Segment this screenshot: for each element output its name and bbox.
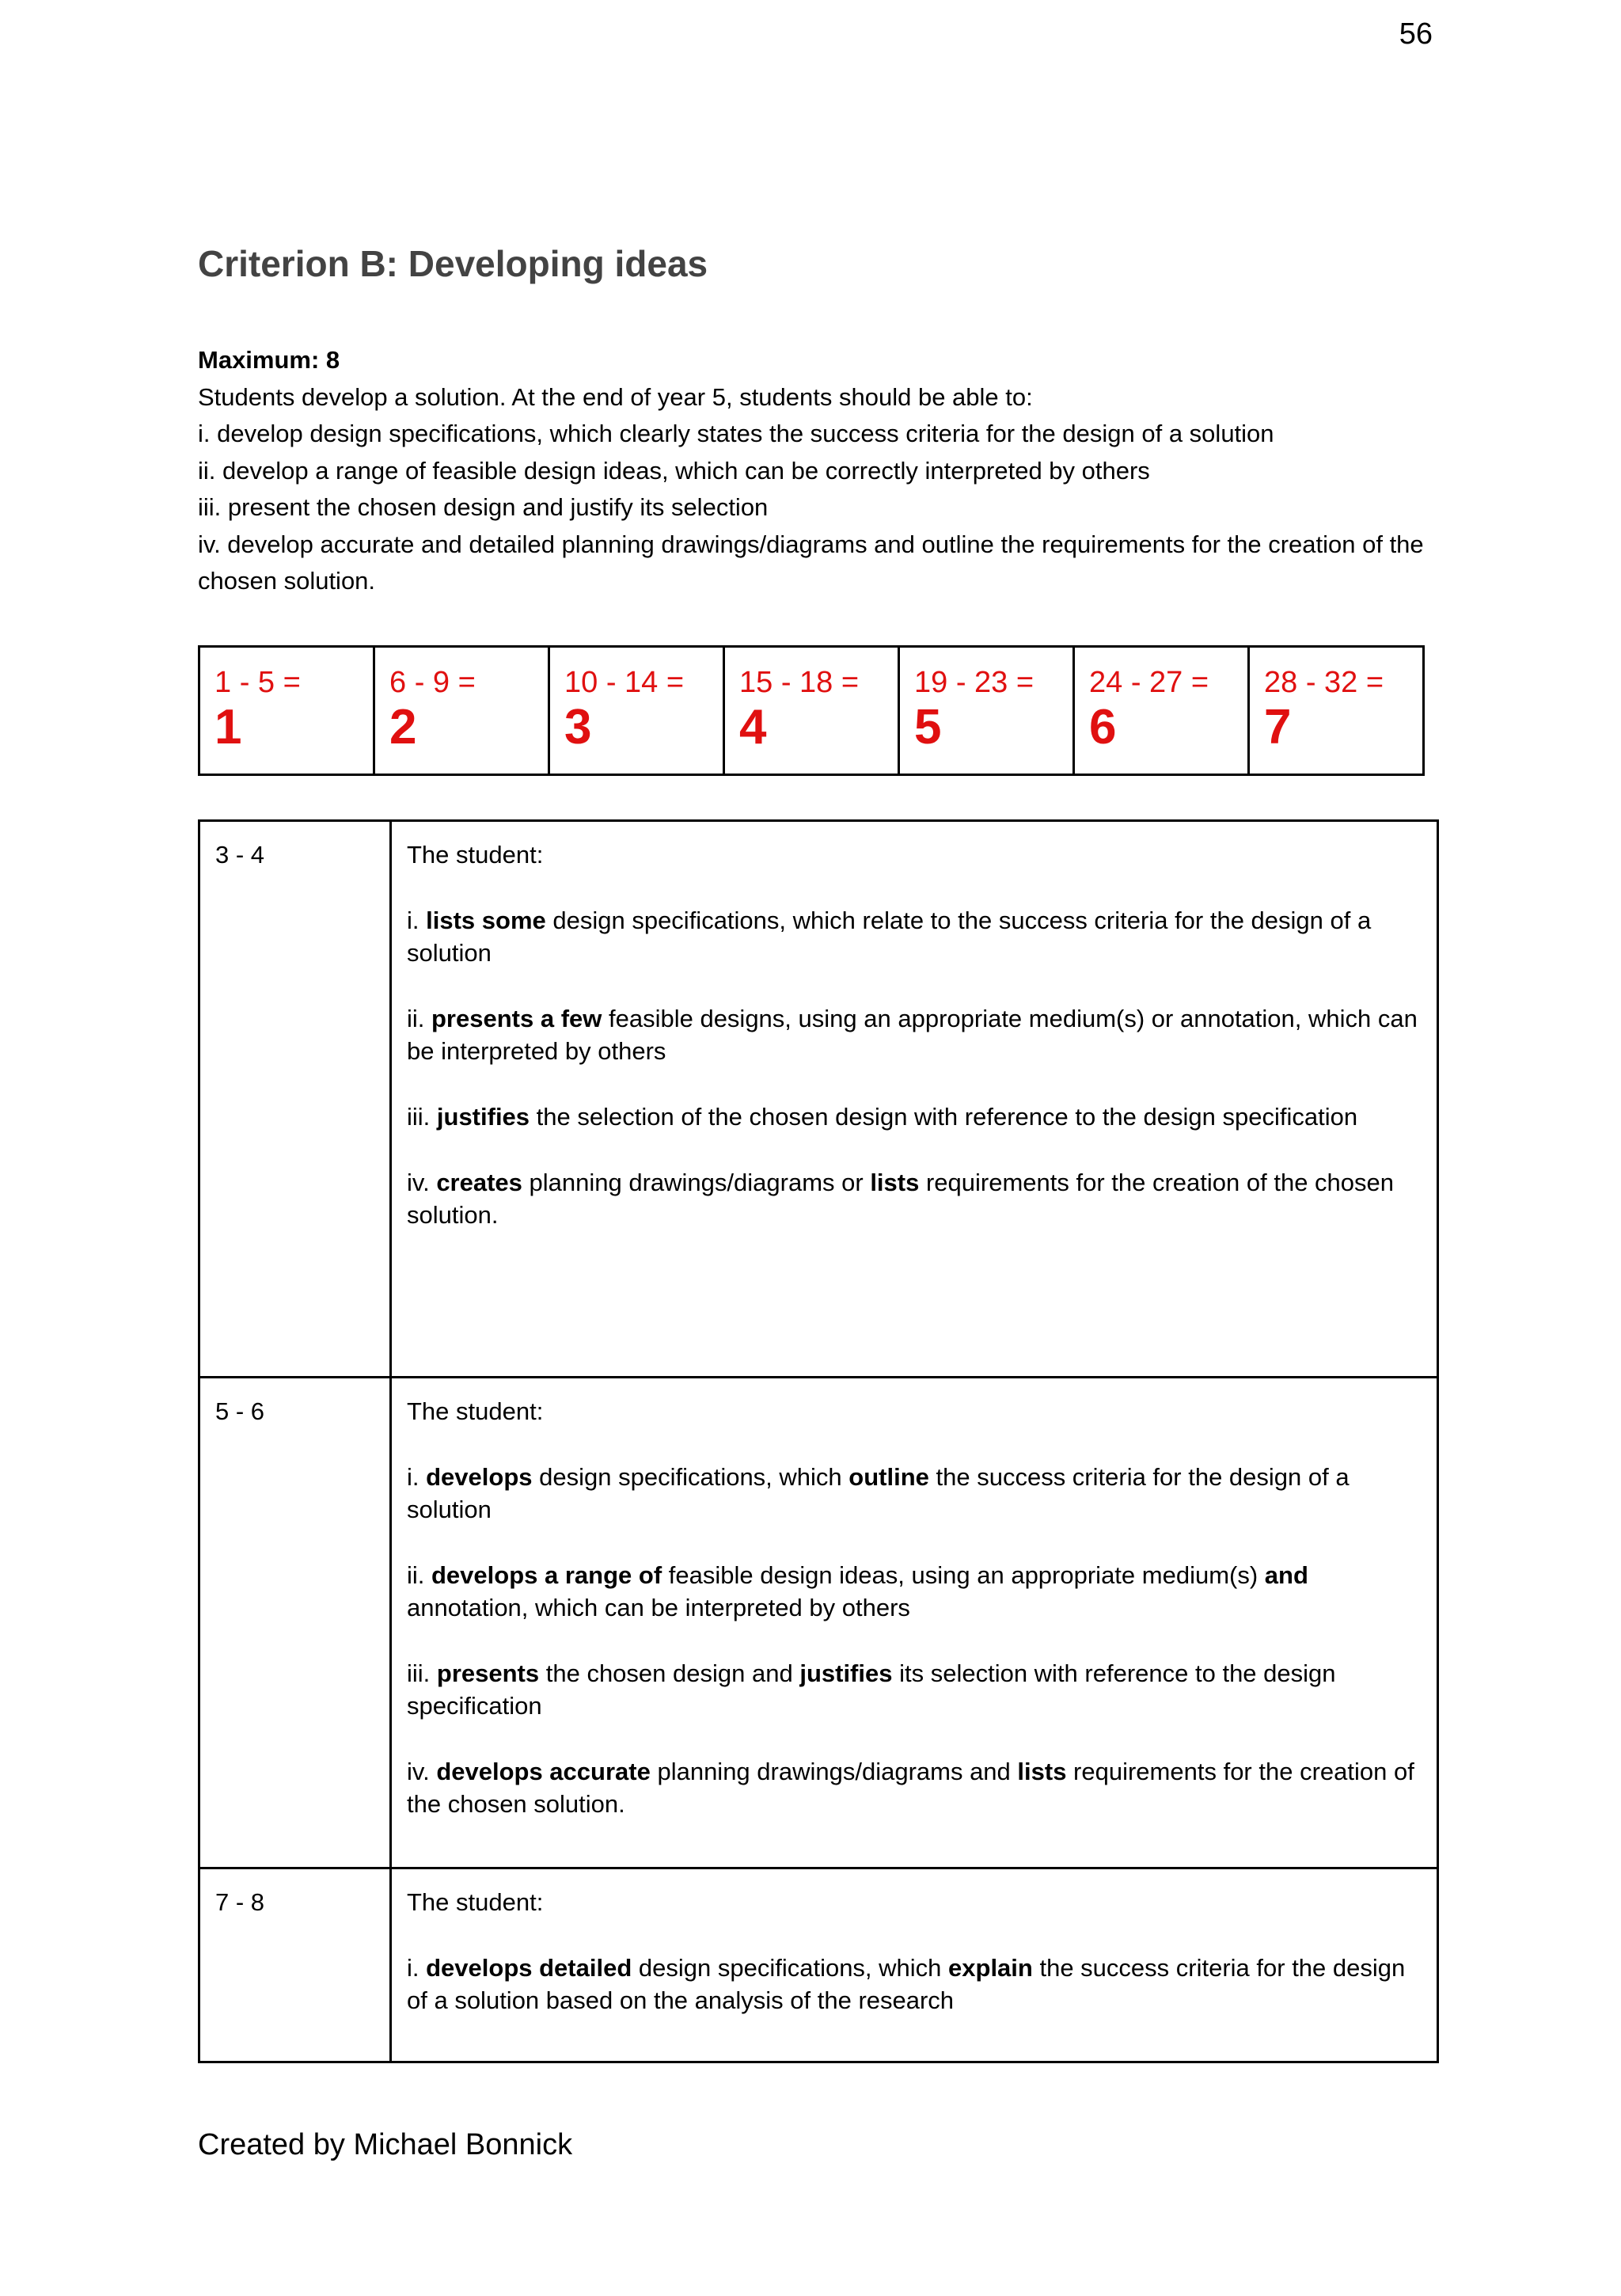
- grade-value: 2: [389, 700, 417, 755]
- intro-line: iii. present the chosen design and justify its selection: [198, 493, 769, 521]
- descriptor-keyword: presents: [436, 1659, 540, 1687]
- descriptor-heading: The student:: [407, 1397, 544, 1425]
- descriptor-keyword: develops detailed: [426, 1954, 632, 1982]
- descriptor-text: iii.: [407, 1659, 437, 1687]
- grade-value: 5: [914, 700, 942, 755]
- descriptor-item: [407, 904, 1422, 969]
- intro-line: i. develop design specifications, which clearly states the success criteria for the design of a solution: [198, 420, 1274, 447]
- descriptor-keyword: presents a few: [431, 1005, 602, 1032]
- grade-cell: [1249, 647, 1424, 775]
- grade-range: 1 - 5 =: [214, 666, 301, 699]
- descriptor-keyword: lists some: [426, 907, 546, 934]
- descriptor-keyword: develops a range of: [431, 1561, 662, 1589]
- page-number: 56: [1399, 17, 1433, 51]
- grade-cell: [199, 647, 374, 775]
- descriptor-item: [407, 1002, 1422, 1067]
- descriptor-text: annotation, which can be interpreted by others: [407, 1594, 910, 1621]
- descriptor-item: [407, 1755, 1422, 1820]
- rubric-table: [198, 819, 1439, 2063]
- grade-cell: [549, 647, 724, 775]
- descriptor-text: design specifications, which: [532, 1463, 849, 1491]
- descriptor-item: [407, 1461, 1422, 1526]
- descriptor-text: i.: [407, 907, 427, 934]
- grade-boundaries-row: [199, 647, 1424, 775]
- descriptor-text: its selection with reference to the design specification: [407, 1659, 1336, 1720]
- band-label: 3 - 4: [199, 821, 391, 1378]
- descriptor-text: iv.: [407, 1758, 437, 1785]
- band-label: 7 - 8: [199, 1868, 391, 2062]
- descriptor-text: design specifications, which: [632, 1954, 949, 1982]
- grade-cell: [374, 647, 549, 775]
- descriptor-text: the selection of the chosen design with reference to the design specification: [530, 1103, 1358, 1131]
- descriptor-text: requirements for the creation of the chosen solution.: [407, 1169, 1395, 1229]
- grade-value: 3: [564, 700, 592, 755]
- descriptor-item: [407, 1166, 1422, 1231]
- page-title: Criterion B: Developing ideas: [198, 243, 708, 284]
- descriptor-text: feasible design ideas, using an appropriate medium(s): [662, 1561, 1265, 1589]
- descriptor-keyword: explain: [948, 1954, 1033, 1982]
- descriptor-text: i.: [407, 1463, 427, 1491]
- grade-range: 28 - 32 =: [1264, 666, 1384, 699]
- descriptor-keyword: outline: [848, 1463, 929, 1491]
- grade-value: 4: [739, 700, 767, 755]
- descriptor-item: [407, 1100, 1422, 1133]
- grade-value: 6: [1089, 700, 1117, 755]
- intro-line: Students develop a solution. At the end of year 5, students should be able to:: [198, 382, 1033, 411]
- descriptor-text: planning drawings/diagrams or: [522, 1169, 871, 1196]
- descriptor-text: the chosen design and: [539, 1659, 800, 1687]
- descriptor-text: feasible designs, using an appropriate medium(s) or annotation, which can be interpreted by others: [407, 1005, 1418, 1065]
- criterion-intro: [198, 342, 1433, 600]
- grade-range: 15 - 18 =: [739, 666, 860, 699]
- grade-boundaries-table: [198, 645, 1425, 776]
- grade-cell: [1074, 647, 1249, 775]
- descriptor-text: i.: [407, 1954, 427, 1982]
- descriptor-text: design specifications, which relate to the success criteria for the design of a solution: [407, 907, 1372, 967]
- descriptor-heading: The student:: [407, 1888, 544, 1916]
- descriptor-item: [407, 1657, 1422, 1722]
- intro-line: ii. develop a range of feasible design ideas, which can be correctly interpreted by others: [198, 456, 1150, 485]
- descriptor-keyword: justifies: [799, 1659, 893, 1687]
- descriptor-item: [407, 1559, 1422, 1624]
- band-descriptor: [391, 821, 1438, 1378]
- band-descriptor: [391, 1868, 1438, 2062]
- descriptor-keyword: lists: [870, 1169, 920, 1196]
- descriptor-keyword: develops accurate: [436, 1758, 651, 1785]
- grade-cell: [899, 647, 1074, 775]
- grade-range: 10 - 14 =: [564, 666, 685, 699]
- grade-range: 19 - 23 =: [914, 666, 1034, 699]
- descriptor-keyword: develops: [426, 1463, 533, 1491]
- descriptor-heading: The student:: [407, 841, 544, 869]
- descriptor-text: ii.: [407, 1005, 431, 1032]
- descriptor-keyword: creates: [436, 1169, 522, 1196]
- grade-range: 24 - 27 =: [1089, 666, 1209, 699]
- descriptor-keyword: lists: [1017, 1758, 1067, 1785]
- grade-range: 6 - 9 =: [389, 666, 476, 699]
- descriptor-keyword: and: [1264, 1561, 1308, 1589]
- descriptor-text: the success criteria for the design of a solution based on the analysis of the research: [407, 1954, 1406, 2014]
- descriptor-text: iii.: [407, 1103, 437, 1131]
- intro-line: iv. develop accurate and detailed planning drawings/diagrams and outline the requirements for the creation of the chosen solution.: [198, 530, 1424, 595]
- descriptor-text: the success criteria for the design of a solution: [407, 1463, 1350, 1523]
- descriptor-item: [407, 1952, 1422, 2017]
- descriptor-text: ii.: [407, 1561, 431, 1589]
- grade-value: 1: [214, 700, 242, 755]
- descriptor-text: iv.: [407, 1169, 437, 1196]
- band-label: 5 - 6: [199, 1378, 391, 1868]
- grade-cell: [724, 647, 899, 775]
- maximum-score: Maximum: 8: [198, 346, 340, 374]
- band-descriptor: [391, 1378, 1438, 1868]
- rubric-row: [199, 821, 1438, 1378]
- descriptor-keyword: justifies: [436, 1103, 530, 1131]
- descriptor-text: requirements for the creation of the chosen solution.: [407, 1758, 1414, 1818]
- rubric-row: [199, 1378, 1438, 1868]
- descriptor-text: planning drawings/diagrams and: [650, 1758, 1018, 1785]
- grade-value: 7: [1264, 700, 1292, 755]
- footer-credit: Created by Michael Bonnick: [198, 2128, 573, 2161]
- rubric-row: [199, 1868, 1438, 2062]
